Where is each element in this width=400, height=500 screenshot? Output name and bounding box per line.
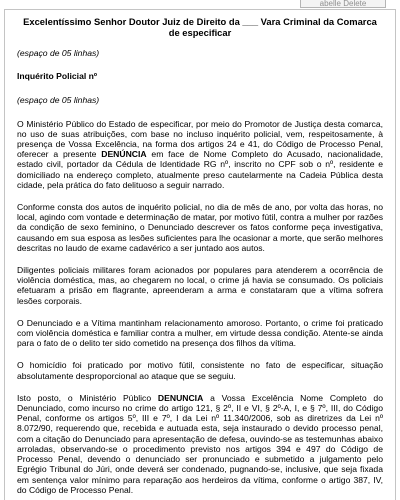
paragraph-text: Isto posto, o Ministério Público — [17, 392, 158, 403]
paragraph-text: Diligentes policiais militares foram acionados por populares para atenderem a ocorrência de violência doméstica, mas, ao chegarem no local, o crime já havia se consumado. Os policiais efetuaram a prisão em flagrante, apreenderam a arma e constataram que a vítima sofrera lesões corporais. — [17, 265, 383, 306]
paragraph-police — [17, 265, 383, 306]
paragraph-relationship — [17, 318, 383, 349]
paragraph-bold-term: DENÚNCIA — [101, 149, 147, 160]
paragraph-bold-term: DENUNCIA — [157, 392, 204, 403]
document-page — [4, 9, 396, 500]
paragraph-motive — [17, 360, 383, 380]
spacing-note: (espaço de 05 linhas) — [17, 95, 100, 106]
corner-label: abelle Delete — [300, 0, 386, 8]
paragraph-text: a Vossa Excelência Nome Completo do Denunciado, como incurso no crime do artigo 121, § 2º, II e VI, § 2º-A, I, e § 7º, III, do Código Penal, conforme os artigos 5º, III e 7º, I da Lei nº 11.340/2006, sob as diretrizes da Lei nº 8.072/90, requerendo que, recebida e autuada esta, seja instaurado o devido processo penal, com a citação do Denunciado para apresentação de defesa, ouvindo-se as testemunhas abaixo arroladas, observando-se o procedimento previsto nos artigos 394 e 497 do Código de Processo Penal, devendo o denunciado ser pronunciado e submetido a julgamento pelo Egrégio Tribunal do Júri, onde deverá ser condenado, pugnando-se, inclusive, que seja fixada em sentença valor mínimo para reparação aos herdeiros da vítima, conforme o artigo 387, IV, do Código de Processo Penal. — [17, 392, 383, 495]
paragraph-text: O Denunciado e a Vítima mantinham relacionamento amoroso. Portanto, o crime foi praticado com violência doméstica e familiar contra a mulher, em virtude dessa condição. Atente-se ainda para o fato de o delito ter sido cometido na presença dos filhos da vítima. — [17, 317, 383, 349]
paragraph-denuncia-intro — [17, 119, 383, 190]
paragraph-facts — [17, 202, 383, 253]
section-title: Inquérito Policial nº — [17, 71, 98, 82]
paragraph-text: Conforme consta dos autos de inquérito policial, no dia de mês de ano, por volta das horas, no local, agindo com vontade e determinação de matar, por motivo fútil, contra a mulher por razões da condição de sexo feminino, o Denunciado descrever os fatos conforme peça investigativa, causando em sua esposa as lesões suficientes para lhe ocasionar a morte, que serão melhores descritas no laudo de exame cadavérico a ser juntado aos autos. — [17, 202, 383, 253]
paragraph-request — [17, 393, 383, 495]
document-heading: Excelentíssimo Senhor Doutor Juiz de Direito da ___ Vara Criminal da Comarca de especificar — [23, 16, 377, 38]
paragraph-text: em face de Nome Completo do Acusado, nacionalidade, estado civil, portador da Cédula de Identidade RG nº, inscrito no CPF sob o nº, residente e domiciliado na endereço completo, atualmente preso cautelarmente na Cadeia Pública desta cidade, pela prática do fato delituoso a seguir narrado. — [17, 149, 383, 190]
paragraph-text: O homicídio foi praticado por motivo fútil, consistente no fato de especificar, situação absolutamente desproporcional ao ataque que se seguiu. — [17, 360, 383, 381]
spacing-note: (espaço de 05 linhas) — [17, 48, 100, 58]
paragraph-text: O Ministério Público do Estado de especificar, por meio do Promotor de Justiça desta comarca, no uso de suas atribuições, com base no incluso inquérito policial, vem, respeitosamente, à presença de Vossa Excelência, na forma dos artigos 24 e 41, do Código de Processo Penal, oferecer a presente — [17, 118, 383, 160]
